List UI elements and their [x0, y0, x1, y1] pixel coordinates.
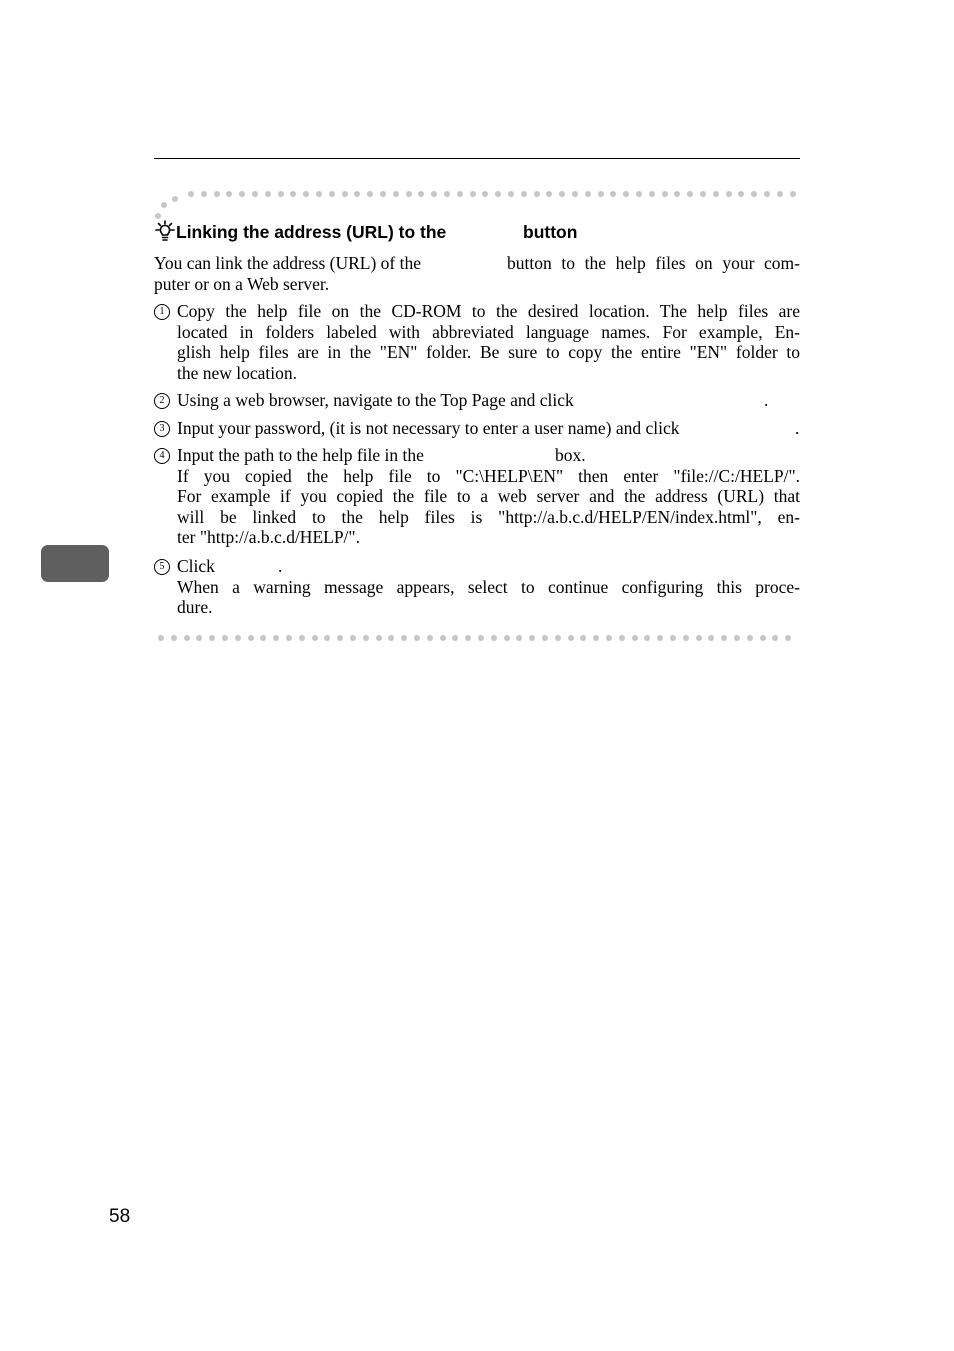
border-dot [683, 635, 689, 641]
border-dot [738, 191, 744, 197]
border-dot [696, 635, 702, 641]
step-text: Click [177, 556, 215, 576]
step-text: glish help files are in the "EN" folder. Be sure to copy the entire "EN" folder to [177, 342, 800, 363]
border-dot [418, 191, 424, 197]
border-dot [610, 191, 616, 197]
border-dot [619, 635, 625, 641]
lightbulb-icon [154, 220, 176, 244]
border-dot [708, 635, 714, 641]
border-dot [316, 191, 322, 197]
border-dot [760, 635, 766, 641]
section-heading [154, 220, 804, 246]
border-dot [504, 635, 510, 641]
border-dot [764, 191, 770, 197]
border-dot [380, 191, 386, 197]
step-number: 1 [154, 304, 170, 320]
border-dot [196, 635, 202, 641]
border-dot [606, 635, 612, 641]
step-text: . [278, 556, 283, 576]
border-dot [324, 635, 330, 641]
border-dot [585, 191, 591, 197]
border-dot [252, 191, 258, 197]
border-dot [529, 635, 535, 641]
border-dot [248, 635, 254, 641]
border-dot [726, 191, 732, 197]
border-dot [713, 191, 719, 197]
border-dot [636, 191, 642, 197]
border-dot [482, 191, 488, 197]
page-number: 58 [109, 1206, 131, 1227]
border-dot [406, 191, 412, 197]
border-dot [312, 635, 318, 641]
border-dot [516, 635, 522, 641]
border-dot [376, 635, 382, 641]
border-dot [201, 191, 207, 197]
step-text: If you copied the help file to "C:\HELP\EN" then enter "file://C:/HELP/". [177, 465, 800, 486]
border-dot [431, 191, 437, 197]
border-dot [568, 635, 574, 641]
border-dot [580, 635, 586, 641]
border-dot [209, 635, 215, 641]
border-dot [777, 191, 783, 197]
intro-paragraph [154, 253, 800, 294]
heading-text: Linking the address (URL) to the [176, 222, 447, 242]
step-number: 5 [154, 559, 170, 575]
border-dot [222, 635, 228, 641]
intro-text: button to the help files on your com- [507, 253, 800, 273]
step-text: the new location. [177, 362, 298, 383]
dotted-border-bottom [158, 635, 800, 642]
border-dot [239, 191, 245, 197]
border-dot [598, 191, 604, 197]
step-number: 4 [154, 448, 170, 464]
border-dot [363, 635, 369, 641]
border-dot [747, 635, 753, 641]
border-dot [235, 635, 241, 641]
border-dot [184, 635, 190, 641]
border-dot [687, 191, 693, 197]
border-dot [572, 191, 578, 197]
step-text: box. [555, 445, 586, 465]
border-dot [491, 635, 497, 641]
border-dot [188, 191, 194, 197]
dotted-border-top [158, 191, 800, 198]
border-dot [662, 191, 668, 197]
border-dot [478, 635, 484, 641]
step-text: Input your password, (it is not necessary to enter a user name) and click [177, 418, 680, 438]
step-number: 3 [154, 421, 170, 437]
top-rule [154, 158, 800, 159]
intro-text: You can link the address (URL) of the [154, 253, 421, 273]
border-dot [260, 635, 266, 641]
border-dot [644, 635, 650, 641]
border-dot [444, 191, 450, 197]
border-dot [367, 191, 373, 197]
border-dot [342, 191, 348, 197]
border-dot [790, 191, 796, 197]
border-dot [303, 191, 309, 197]
border-dot [508, 191, 514, 197]
border-dot [555, 635, 561, 641]
border-dot [214, 191, 220, 197]
border-dot [457, 191, 463, 197]
heading-text-button: button [523, 222, 578, 242]
border-dot [388, 635, 394, 641]
step-text-end: . [795, 418, 800, 438]
border-dot [734, 635, 740, 641]
border-dot [440, 635, 446, 641]
border-dot [674, 191, 680, 197]
step-text: will be linked to the help files is "http://a.b.c.d/HELP/EN/index.html", en- [177, 506, 800, 527]
border-dot [632, 635, 638, 641]
border-dot [721, 635, 727, 641]
border-dot [542, 635, 548, 641]
border-dot [278, 191, 284, 197]
step-text: located in folders labeled with abbreviated language names. For example, En- [177, 321, 800, 342]
border-dot [299, 635, 305, 641]
step-text: ter "http://a.b.c.d/HELP/". [177, 527, 360, 548]
step-text: Input the path to the help file in the [177, 445, 424, 465]
border-dot [158, 635, 164, 641]
border-dot [401, 635, 407, 641]
step-text: Using a web browser, navigate to the Top Page and click [177, 390, 574, 410]
step-text: When a warning message appears, select to continue configuring this proce- [177, 576, 800, 597]
border-dot [337, 635, 343, 641]
border-dot [226, 191, 232, 197]
border-dot [593, 635, 599, 641]
border-dot [623, 191, 629, 197]
chapter-tab [41, 545, 109, 582]
border-dot [670, 635, 676, 641]
step-text: For example if you copied the file to a web server and the address (URL) that [177, 486, 800, 507]
step-text-end: . [764, 390, 769, 410]
step-number: 2 [154, 393, 170, 409]
border-dot [452, 635, 458, 641]
border-dot [772, 635, 778, 641]
border-dot [657, 635, 663, 641]
border-dot [751, 191, 757, 197]
border-dot [427, 635, 433, 641]
border-dot [393, 191, 399, 197]
border-dot [329, 191, 335, 197]
border-dot [785, 635, 791, 641]
step-text: Copy the help file on the CD-ROM to the desired location. The help files are [177, 301, 800, 321]
border-dot [521, 191, 527, 197]
border-dot [171, 635, 177, 641]
border-dot [546, 191, 552, 197]
border-dot [350, 635, 356, 641]
border-dot [273, 635, 279, 641]
border-dot [290, 191, 296, 197]
border-dot [559, 191, 565, 197]
border-dot [465, 635, 471, 641]
border-dot [265, 191, 271, 197]
border-dot [495, 191, 501, 197]
border-dot [354, 191, 360, 197]
border-dot [414, 635, 420, 641]
border-dot [534, 191, 540, 197]
border-dot [649, 191, 655, 197]
step-text: dure. [177, 597, 213, 618]
intro-text: puter or on a Web server. [154, 273, 330, 294]
border-dot [470, 191, 476, 197]
border-dot [700, 191, 706, 197]
border-dot [286, 635, 292, 641]
